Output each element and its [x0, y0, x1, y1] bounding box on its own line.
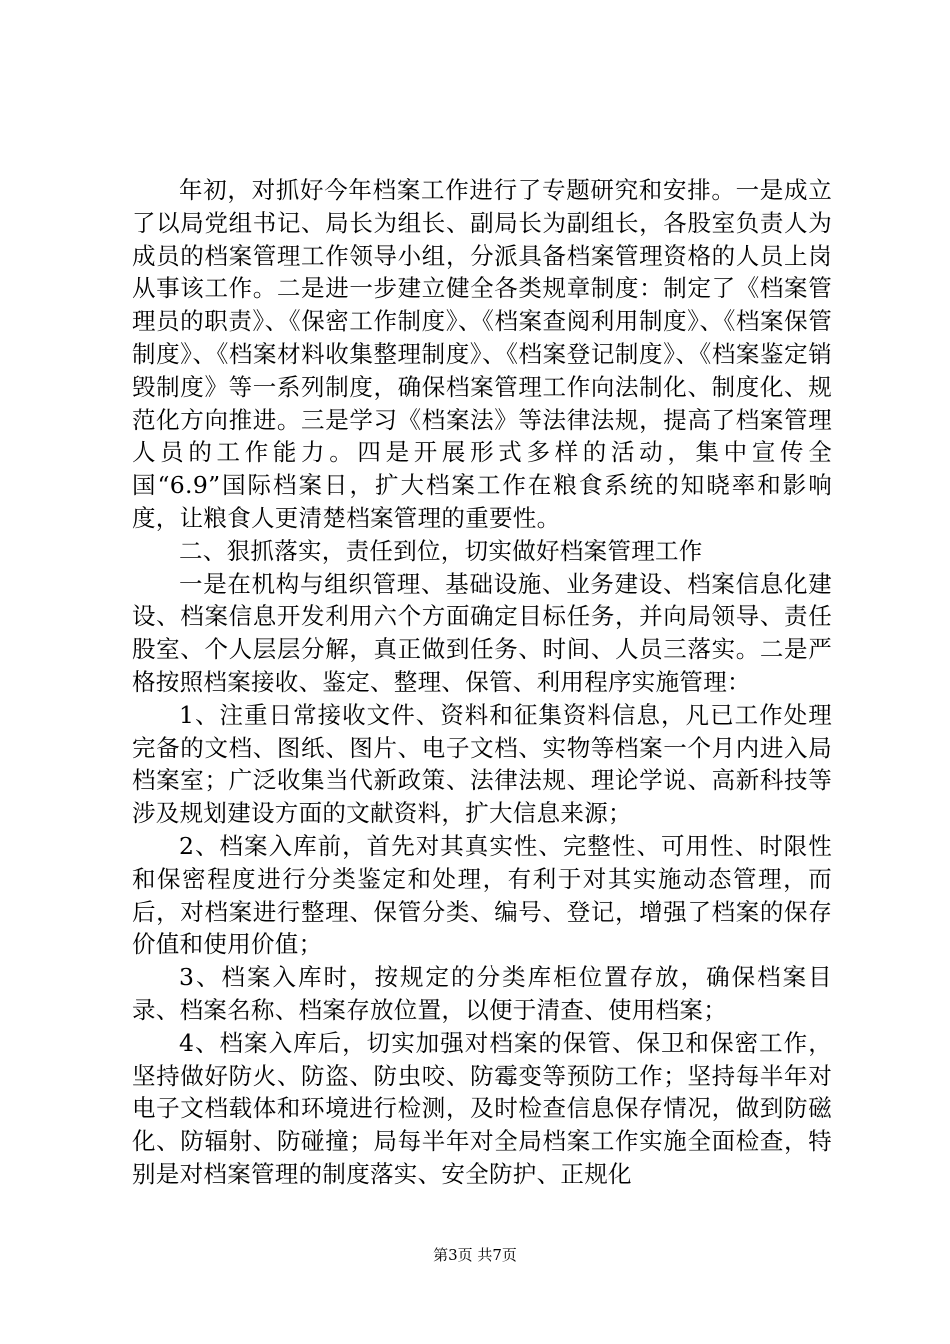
paragraph-2: 一是在机构与组织管理、基础设施、业务建设、档案信息化建设、档案信息开发利用六个方面确定目标任务，并向局领导、责任股室、个人层层分解，真正做到任务、时间、人员三落实。二是严格按照档案接收、鉴定、整理、保管、利用程序实施管理： — [132, 569, 832, 696]
list-item-4: 4、档案入库后，切实加强对档案的保管、保卫和保密工作，坚持做好防火、防盗、防虫咬、防霉变等预防工作；坚持每半年对电子文档载体和环境进行检测，及时检查信息保存情况，做到防磁化、防辐射、防碰撞；局每半年对全局档案工作实施全面检查，特别是对档案管理的制度落实、安全防护、正规化 — [132, 1028, 832, 1188]
list-item-3: 3、档案入库时，按规定的分类库柜位置存放，确保档案目录、档案名称、档案存放位置，以便于清查、使用档案； — [132, 963, 832, 1024]
paragraph-1: 年初，对抓好今年档案工作进行了专题研究和安排。一是成立了以局党组书记、局长为组长、副局长为副组长，各股室负责人为成员的档案管理工作领导小组，分派具备档案管理资格的人员上岗从事该工作。二是进一步建立健全各类规章制度：制定了《档案管理员的职责》、《保密工作制度》、《档案查阅利用制度》、《档案保管制度》、《档案材料收集整理制度》、《档案登记制度》、《档案鉴定销毁制度》等一系列制度，确保档案管理工作向法制化、制度化、规范化方向推进。三是学习《档案法》等法律法规，提高了档案管理人员的工作能力。四是开展形式多样的活动，集中宣传全国“6.9”国际档案日，扩大档案工作在粮食系统的知晓率和影响度，让粮食人更清楚档案管理的重要性。 — [132, 176, 832, 532]
section-heading: 二、狠抓落实，责任到位，切实做好档案管理工作 — [179, 536, 703, 565]
page-footer: 第3页 共7页 — [433, 1246, 517, 1264]
list-item-1: 1、注重日常接收文件、资料和征集资料信息，凡已工作处理完备的文档、图纸、图片、电子文档、实物等档案一个月内进入局档案室；广泛收集当代新政策、法律法规、理论学说、高新科技等涉及规划建设方面的文献资料，扩大信息来源； — [132, 700, 832, 828]
list-item-2: 2、档案入库前，首先对其真实性、完整性、可用性、时限性和保密程度进行分类鉴定和处理，有利于对其实施动态管理，而后，对档案进行整理、保管分类、编号、登记，增强了档案的保存价值和使用价值； — [132, 831, 832, 959]
document-body — [132, 174, 832, 1191]
